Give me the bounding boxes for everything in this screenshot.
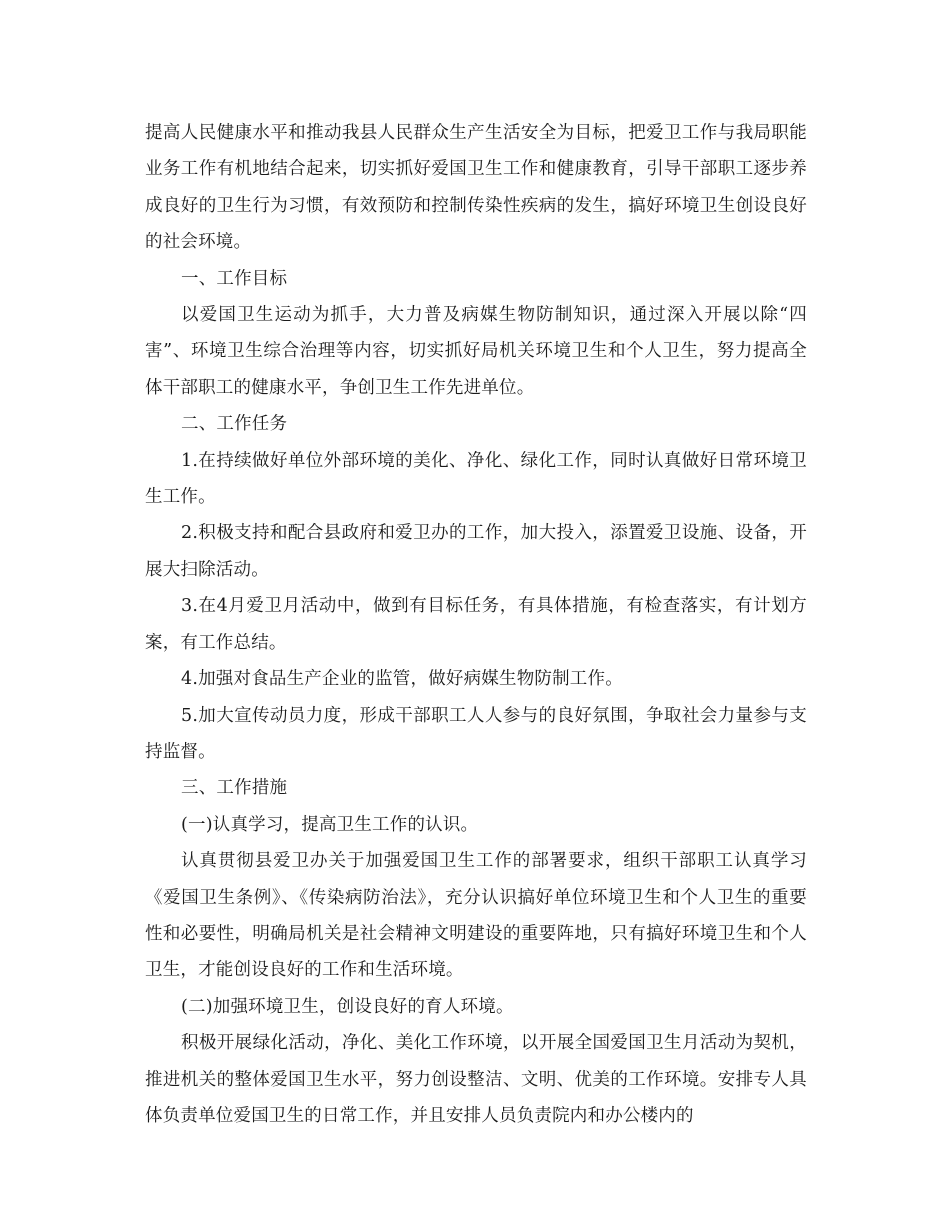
intro-paragraph: 提高人民健康水平和推动我县人民群众生产生活安全为目标，把爱卫工作与我局职能业务工作有机地结合起来，切实抓好爱国卫生工作和健康教育，引导干部职工逐步养成良好的卫生行为习惯，有效预防和控制传染性疾病的发生，搞好环境卫生创设良好的社会环境。 [145, 123, 807, 253]
section-heading-work-goals: 一、工作目标 [181, 268, 288, 289]
work-goals-paragraph: 以爱国卫生运动为抓手，大力普及病媒生物防制知识，通过深入开展以除“四害”、环境卫生综合治理等内容，切实抓好局机关环境卫生和个人卫生，努力提高全体干部职工的健康水平，争创卫生工作先进单位。 [145, 305, 807, 398]
task-item-1: 1.在持续做好单位外部环境的美化、净化、绿化工作，同时认真做好日常环境卫生工作。 [145, 450, 807, 508]
task-item-2: 2.积极支持和配合县政府和爱卫办的工作，加大投入，添置爱卫设施、设备，开展大扫除活动。 [145, 523, 807, 580]
section-heading-work-tasks: 二、工作任务 [181, 414, 288, 435]
task-item-5: 5.加大宣传动员力度，形成干部职工人人参与的良好氛围，争取社会力量参与支持监督。 [145, 705, 807, 762]
task-item-3: 3.在4月爱卫月活动中，做到有目标任务，有具体措施，有检查落实，有计划方案，有工作总结。 [145, 596, 807, 653]
subsection-heading-1: (一)认真学习，提高卫生工作的认识。 [181, 814, 479, 835]
subsection-heading-2: (二)加强环境卫生，创设良好的育人环境。 [181, 996, 514, 1017]
subsection-1-paragraph: 认真贯彻县爱卫办关于加强爱国卫生工作的部署要求，组织干部职工认真学习《爱国卫生条例》、《传染病防治法》，充分认识搞好单位环境卫生和个人卫生的重要性和必要性，明确局机关是社会精神文明建设的重要阵地，只有搞好环境卫生和个人卫生，才能创设良好的工作和生活环境。 [145, 851, 807, 981]
document-body [145, 115, 807, 1134]
task-item-4: 4.加强对食品生产企业的监管，做好病媒生物防制工作。 [181, 669, 623, 690]
subsection-2-paragraph: 积极开展绿化活动，净化、美化工作环境，以开展全国爱国卫生月活动为契机，推进机关的整体爱国卫生水平，努力创设整洁、文明、优美的工作环境。安排专人具体负责单位爱国卫生的日常工作，并且安排人员负责院内和办公楼内的 [145, 1033, 807, 1126]
section-heading-work-measures: 三、工作措施 [181, 778, 288, 799]
